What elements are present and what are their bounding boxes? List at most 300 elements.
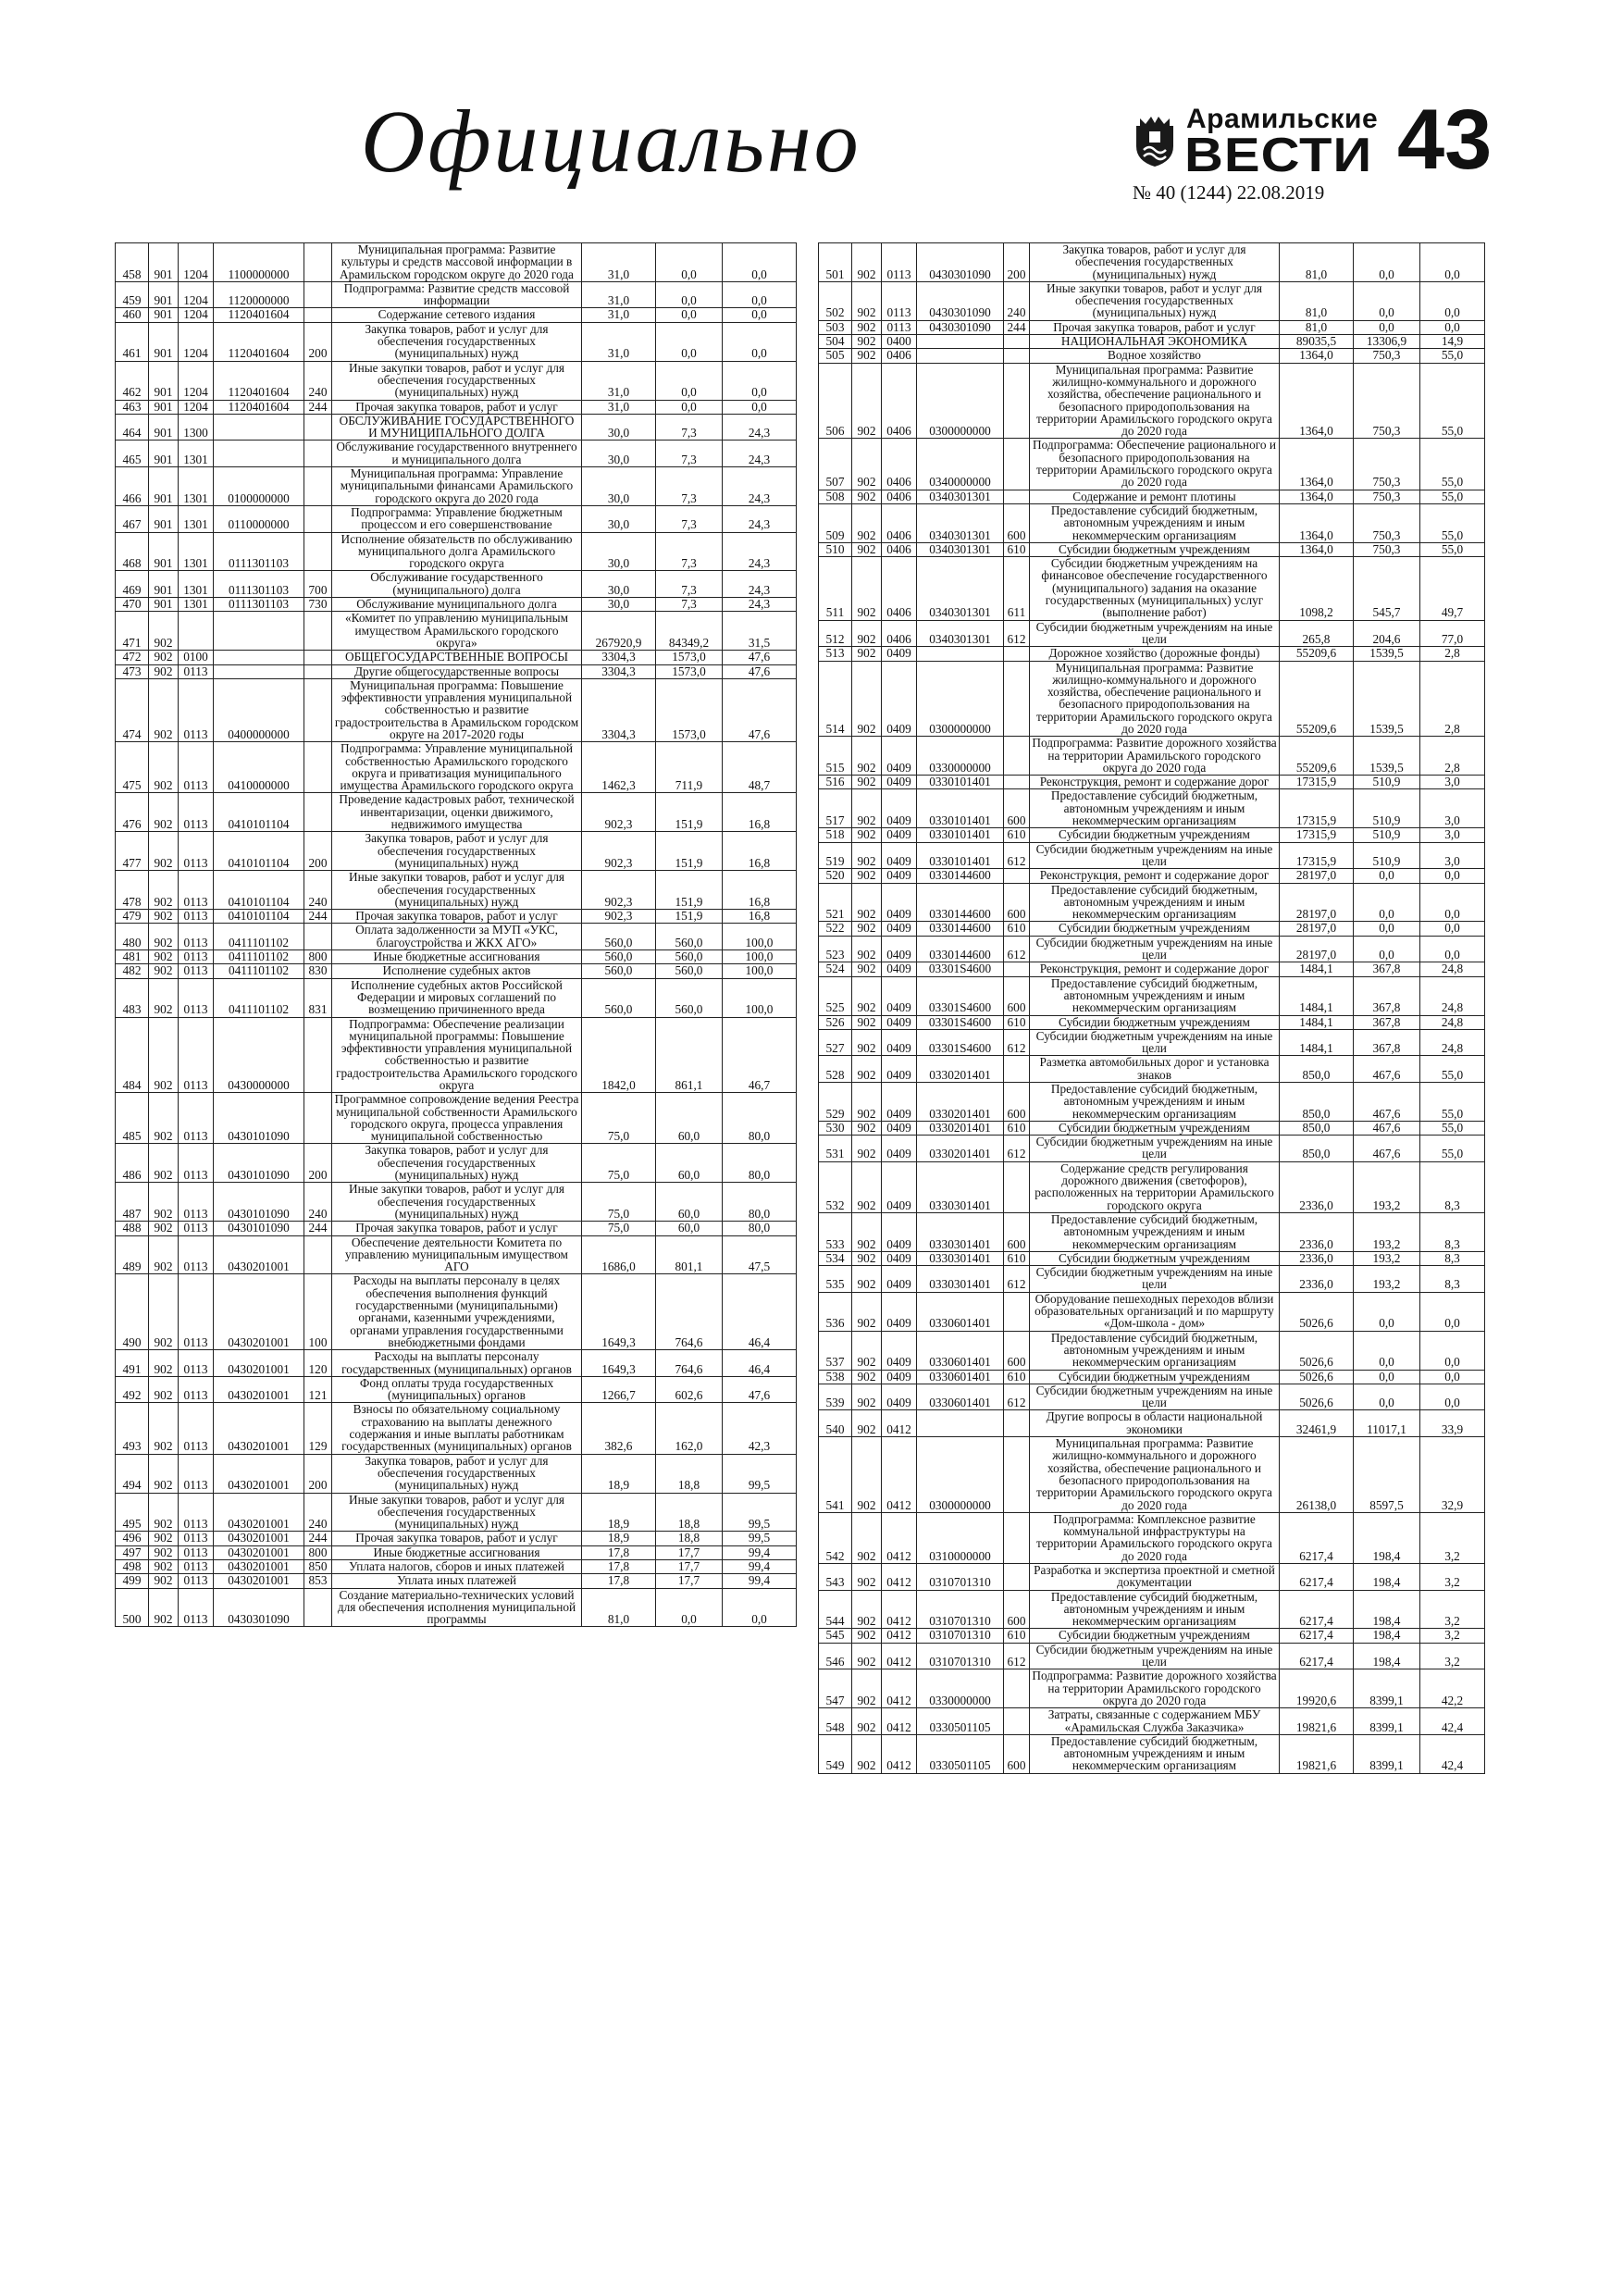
- budget-table-right: [818, 242, 1485, 1774]
- expense-type-cell: [304, 281, 332, 308]
- planned-cell: 19920,6: [1280, 1669, 1354, 1708]
- admin-code-cell: 902: [852, 1083, 882, 1122]
- executed-cell: 151,9: [656, 871, 723, 910]
- expense-type-cell: 612: [1004, 1384, 1030, 1410]
- row-number-cell: 515: [819, 737, 852, 776]
- section-code-cell: 0412: [882, 1590, 917, 1629]
- percent-cell: 55,0: [1420, 1121, 1485, 1135]
- target-code-cell: 0330601401: [917, 1331, 1004, 1370]
- target-code-cell: 0330301401: [917, 1161, 1004, 1212]
- planned-cell: 1484,1: [1280, 962, 1354, 976]
- executed-cell: 0,0: [1354, 281, 1420, 320]
- table-row: [116, 281, 797, 308]
- table-row: [819, 1136, 1485, 1162]
- target-code-cell: 0430201001: [214, 1493, 304, 1532]
- expense-type-cell: 612: [1004, 1266, 1030, 1293]
- row-number-cell: 525: [819, 976, 852, 1015]
- planned-cell: 28197,0: [1280, 922, 1354, 936]
- percent-cell: 3,0: [1420, 842, 1485, 869]
- executed-cell: 17,7: [656, 1574, 723, 1588]
- section-code-cell: 0409: [882, 1015, 917, 1029]
- executed-cell: 60,0: [656, 1222, 723, 1235]
- target-code-cell: 0330301401: [917, 1251, 1004, 1265]
- row-number-cell: 508: [819, 490, 852, 503]
- planned-cell: 18,9: [582, 1454, 656, 1493]
- section-code-cell: 0406: [882, 363, 917, 439]
- table-row: [116, 950, 797, 964]
- percent-cell: 24,3: [723, 505, 797, 532]
- row-number-cell: 484: [116, 1017, 149, 1093]
- item-name-cell: Субсидии бюджетным учреждениям на иные цели: [1030, 620, 1280, 647]
- section-code-cell: 1204: [179, 308, 214, 322]
- planned-cell: 19821,6: [1280, 1708, 1354, 1735]
- row-number-cell: 517: [819, 789, 852, 828]
- planned-cell: 6217,4: [1280, 1629, 1354, 1643]
- row-number-cell: 497: [116, 1545, 149, 1559]
- planned-cell: 6217,4: [1280, 1563, 1354, 1590]
- percent-cell: 47,5: [723, 1235, 797, 1274]
- admin-code-cell: 902: [149, 678, 179, 741]
- target-code-cell: 0430101090: [214, 1222, 304, 1235]
- expense-type-cell: [1004, 439, 1030, 490]
- item-name-cell: Обслуживание государственного (муниципального) долга: [332, 571, 582, 598]
- table-row: [116, 978, 797, 1017]
- row-number-cell: 494: [116, 1454, 149, 1493]
- item-name-cell: Подпрограмма: Управление муниципальной собственностью Арамильского городского округа и приватизация муниципального имущества Арамильского городского округа: [332, 742, 582, 793]
- executed-cell: 560,0: [656, 950, 723, 964]
- item-name-cell: Муниципальная программа: Повышение эффективности управления муниципальной собственностью и развитие градостроительства в Арамильском городском округе на 2017-2020 годы: [332, 678, 582, 741]
- section-code-cell: 0412: [882, 1669, 917, 1708]
- executed-cell: 467,6: [1354, 1136, 1420, 1162]
- table-row: [819, 1251, 1485, 1265]
- admin-code-cell: 901: [149, 414, 179, 441]
- admin-code-cell: 902: [852, 1370, 882, 1384]
- admin-code-cell: 902: [852, 1437, 882, 1513]
- row-number-cell: 545: [819, 1629, 852, 1643]
- section-code-cell: 0400: [882, 335, 917, 349]
- target-code-cell: [917, 1410, 1004, 1437]
- admin-code-cell: 902: [149, 1376, 179, 1403]
- target-code-cell: 0430201001: [214, 1545, 304, 1559]
- planned-cell: 5026,6: [1280, 1370, 1354, 1384]
- percent-cell: 24,8: [1420, 962, 1485, 976]
- expense-type-cell: 600: [1004, 1734, 1030, 1773]
- executed-cell: 0,0: [1354, 1370, 1420, 1384]
- expense-type-cell: [304, 441, 332, 467]
- admin-code-cell: 901: [149, 322, 179, 361]
- row-number-cell: 527: [819, 1029, 852, 1056]
- expense-type-cell: 610: [1004, 542, 1030, 556]
- planned-cell: 1649,3: [582, 1274, 656, 1350]
- admin-code-cell: 902: [852, 557, 882, 620]
- planned-cell: 1462,3: [582, 742, 656, 793]
- admin-code-cell: 902: [852, 1512, 882, 1563]
- planned-cell: 1686,0: [582, 1235, 656, 1274]
- row-number-cell: 524: [819, 962, 852, 976]
- admin-code-cell: 901: [149, 308, 179, 322]
- table-row: [819, 1015, 1485, 1029]
- admin-code-cell: 902: [852, 281, 882, 320]
- planned-cell: 267920,9: [582, 612, 656, 651]
- planned-cell: 6217,4: [1280, 1590, 1354, 1629]
- row-number-cell: 469: [116, 571, 149, 598]
- item-name-cell: Взносы по обязательному социальному страхованию на выплаты денежного содержания и иные выплаты работникам государственных (муниципальных) органов: [332, 1403, 582, 1454]
- admin-code-cell: 902: [852, 828, 882, 842]
- row-number-cell: 502: [819, 281, 852, 320]
- executed-cell: 7,3: [656, 441, 723, 467]
- planned-cell: 17,8: [582, 1545, 656, 1559]
- percent-cell: 48,7: [723, 742, 797, 793]
- admin-code-cell: 902: [852, 1266, 882, 1293]
- executed-cell: 0,0: [1354, 1331, 1420, 1370]
- percent-cell: 0,0: [1420, 1331, 1485, 1370]
- percent-cell: 49,7: [1420, 557, 1485, 620]
- admin-code-cell: 902: [852, 1669, 882, 1708]
- row-number-cell: 458: [116, 243, 149, 282]
- expense-type-cell: [1004, 1708, 1030, 1735]
- table-row: [819, 922, 1485, 936]
- planned-cell: 5026,6: [1280, 1331, 1354, 1370]
- item-name-cell: Разметка автомобильных дорог и установка знаков: [1030, 1056, 1280, 1083]
- target-code-cell: 0330201401: [917, 1056, 1004, 1083]
- percent-cell: 24,8: [1420, 1015, 1485, 1029]
- planned-cell: 17,8: [582, 1559, 656, 1573]
- table-row: [819, 1056, 1485, 1083]
- executed-cell: 0,0: [1354, 883, 1420, 922]
- section-code-cell: [179, 612, 214, 651]
- table-row: [819, 439, 1485, 490]
- percent-cell: 24,3: [723, 571, 797, 598]
- planned-cell: 5026,6: [1280, 1292, 1354, 1331]
- section-code-cell: 0412: [882, 1410, 917, 1437]
- planned-cell: 30,0: [582, 414, 656, 441]
- executed-cell: 151,9: [656, 910, 723, 924]
- admin-code-cell: 901: [149, 571, 179, 598]
- admin-code-cell: 902: [852, 363, 882, 439]
- planned-cell: 560,0: [582, 978, 656, 1017]
- expense-type-cell: 800: [304, 950, 332, 964]
- target-code-cell: 1120401604: [214, 308, 304, 322]
- planned-cell: 382,6: [582, 1403, 656, 1454]
- executed-cell: 193,2: [1354, 1212, 1420, 1251]
- table-row: [819, 661, 1485, 737]
- target-code-cell: 0111301103: [214, 571, 304, 598]
- section-code-cell: 0409: [882, 1121, 917, 1135]
- section-code-cell: 0409: [882, 1370, 917, 1384]
- planned-cell: 30,0: [582, 505, 656, 532]
- executed-cell: 11017,1: [1354, 1410, 1420, 1437]
- table-row: [116, 1559, 797, 1573]
- expense-type-cell: 610: [1004, 1629, 1030, 1643]
- percent-cell: 24,3: [723, 532, 797, 571]
- executed-cell: 0,0: [656, 281, 723, 308]
- planned-cell: 28197,0: [1280, 883, 1354, 922]
- expense-type-cell: [1004, 1563, 1030, 1590]
- row-number-cell: 533: [819, 1212, 852, 1251]
- target-code-cell: 03301S4600: [917, 962, 1004, 976]
- target-code-cell: 03301S4600: [917, 976, 1004, 1015]
- table-row: [116, 400, 797, 414]
- percent-cell: 80,0: [723, 1183, 797, 1222]
- target-code-cell: 0430301090: [917, 281, 1004, 320]
- item-name-cell: Закупка товаров, работ и услуг для обеспечения государственных (муниципальных) нужд: [332, 832, 582, 871]
- table-row: [819, 335, 1485, 349]
- section-code-cell: 1301: [179, 598, 214, 612]
- expense-type-cell: 600: [1004, 1083, 1030, 1122]
- admin-code-cell: 902: [852, 503, 882, 542]
- planned-cell: 32461,9: [1280, 1410, 1354, 1437]
- row-number-cell: 523: [819, 936, 852, 962]
- section-code-cell: 0406: [882, 439, 917, 490]
- table-row: [819, 1212, 1485, 1251]
- table-row: [116, 1403, 797, 1454]
- section-code-cell: 0113: [179, 964, 214, 978]
- item-name-cell: Субсидии бюджетным учреждениям: [1030, 1629, 1280, 1643]
- section-code-cell: 0409: [882, 976, 917, 1015]
- target-code-cell: 0430301090: [917, 243, 1004, 282]
- section-code-cell: 0113: [179, 1222, 214, 1235]
- row-number-cell: 521: [819, 883, 852, 922]
- target-code-cell: 0310701310: [917, 1643, 1004, 1669]
- target-code-cell: 1120401604: [214, 400, 304, 414]
- expense-type-cell: [1004, 1410, 1030, 1437]
- executed-cell: 0,0: [1354, 922, 1420, 936]
- item-name-cell: Обслуживание государственного внутреннего и муниципального долга: [332, 441, 582, 467]
- target-code-cell: 0410101104: [214, 871, 304, 910]
- expense-type-cell: 200: [304, 1454, 332, 1493]
- expense-type-cell: 600: [1004, 1590, 1030, 1629]
- table-row: [116, 322, 797, 361]
- section-code-cell: 0409: [882, 661, 917, 737]
- expense-type-cell: [1004, 647, 1030, 661]
- item-name-cell: Уплата налогов, сборов и иных платежей: [332, 1559, 582, 1573]
- expense-type-cell: [304, 1017, 332, 1093]
- table-row: [116, 441, 797, 467]
- table-row: [819, 1266, 1485, 1293]
- table-row: [116, 1222, 797, 1235]
- executed-cell: 7,3: [656, 571, 723, 598]
- executed-cell: 467,6: [1354, 1121, 1420, 1135]
- admin-code-cell: 902: [852, 1734, 882, 1773]
- expense-type-cell: 612: [1004, 1136, 1030, 1162]
- planned-cell: 1649,3: [582, 1350, 656, 1377]
- planned-cell: 55209,6: [1280, 737, 1354, 776]
- item-name-cell: Исполнение судебных актов Российской Федерации и мировых соглашений по возмещению причиненного вреда: [332, 978, 582, 1017]
- target-code-cell: [214, 651, 304, 664]
- target-code-cell: [214, 414, 304, 441]
- expense-type-cell: [1004, 1056, 1030, 1083]
- target-code-cell: 0310000000: [917, 1512, 1004, 1563]
- executed-cell: 151,9: [656, 832, 723, 871]
- target-code-cell: [214, 664, 304, 678]
- executed-cell: 0,0: [1354, 320, 1420, 334]
- target-code-cell: 0430201001: [214, 1454, 304, 1493]
- executed-cell: 0,0: [1354, 243, 1420, 282]
- target-code-cell: 0410101104: [214, 832, 304, 871]
- target-code-cell: 0330501105: [917, 1734, 1004, 1773]
- row-number-cell: 473: [116, 664, 149, 678]
- row-number-cell: 544: [819, 1590, 852, 1629]
- percent-cell: 46,7: [723, 1017, 797, 1093]
- expense-type-cell: 600: [1004, 503, 1030, 542]
- target-code-cell: 1120000000: [214, 281, 304, 308]
- item-name-cell: Иные бюджетные ассигнования: [332, 950, 582, 964]
- target-code-cell: 0430201001: [214, 1376, 304, 1403]
- executed-cell: 861,1: [656, 1017, 723, 1093]
- target-code-cell: 0430301090: [214, 1588, 304, 1627]
- expense-type-cell: 612: [1004, 842, 1030, 869]
- executed-cell: 602,6: [656, 1376, 723, 1403]
- executed-cell: 750,3: [1354, 439, 1420, 490]
- expense-type-cell: 612: [1004, 1029, 1030, 1056]
- percent-cell: 0,0: [1420, 1384, 1485, 1410]
- percent-cell: 3,2: [1420, 1590, 1485, 1629]
- row-number-cell: 504: [819, 335, 852, 349]
- section-code-cell: 0409: [882, 869, 917, 883]
- admin-code-cell: 902: [852, 1136, 882, 1162]
- expense-type-cell: 612: [1004, 1643, 1030, 1669]
- section-code-cell: 0406: [882, 557, 917, 620]
- target-code-cell: 0411101102: [214, 924, 304, 950]
- row-number-cell: 541: [819, 1437, 852, 1513]
- table-row: [819, 557, 1485, 620]
- executed-cell: 750,3: [1354, 349, 1420, 363]
- item-name-cell: Субсидии бюджетным учреждениям на иные цели: [1030, 1136, 1280, 1162]
- percent-cell: 32,9: [1420, 1437, 1485, 1513]
- executed-cell: 711,9: [656, 742, 723, 793]
- section-code-cell: 0113: [179, 1274, 214, 1350]
- admin-code-cell: 902: [852, 620, 882, 647]
- admin-code-cell: 901: [149, 400, 179, 414]
- executed-cell: 0,0: [656, 308, 723, 322]
- admin-code-cell: 902: [149, 1532, 179, 1545]
- target-code-cell: 1120401604: [214, 322, 304, 361]
- percent-cell: 47,6: [723, 651, 797, 664]
- row-number-cell: 514: [819, 661, 852, 737]
- percent-cell: 55,0: [1420, 542, 1485, 556]
- percent-cell: 3,2: [1420, 1643, 1485, 1669]
- planned-cell: 17315,9: [1280, 776, 1354, 789]
- section-code-cell: 0409: [882, 1083, 917, 1122]
- percent-cell: 16,8: [723, 910, 797, 924]
- percent-cell: 3,0: [1420, 828, 1485, 842]
- row-number-cell: 490: [116, 1274, 149, 1350]
- expense-type-cell: 700: [304, 571, 332, 598]
- executed-cell: 560,0: [656, 924, 723, 950]
- executed-cell: 0,0: [1354, 869, 1420, 883]
- section-code-cell: 0412: [882, 1643, 917, 1669]
- section-title: Официально: [361, 92, 861, 191]
- percent-cell: 47,6: [723, 1376, 797, 1403]
- target-code-cell: 0340301301: [917, 542, 1004, 556]
- item-name-cell: Субсидии бюджетным учреждениям: [1030, 1370, 1280, 1384]
- admin-code-cell: 902: [852, 922, 882, 936]
- item-name-cell: Иные бюджетные ассигнования: [332, 1545, 582, 1559]
- item-name-cell: Субсидии бюджетным учреждениям: [1030, 922, 1280, 936]
- percent-cell: 14,9: [1420, 335, 1485, 349]
- table-row: [819, 883, 1485, 922]
- expense-type-cell: 612: [1004, 936, 1030, 962]
- section-code-cell: 0409: [882, 1292, 917, 1331]
- admin-code-cell: 902: [852, 1331, 882, 1370]
- expense-type-cell: [304, 664, 332, 678]
- target-code-cell: 1120401604: [214, 361, 304, 400]
- item-name-cell: Подпрограмма: Развитие дорожного хозяйства на территории Арамильского городского округа до 2020 года: [1030, 737, 1280, 776]
- expense-type-cell: 200: [304, 832, 332, 871]
- expense-type-cell: 830: [304, 964, 332, 978]
- admin-code-cell: 902: [852, 243, 882, 282]
- budget-table-left: [115, 242, 797, 1627]
- section-code-cell: 0409: [882, 647, 917, 661]
- target-code-cell: 0430201001: [214, 1559, 304, 1573]
- executed-cell: 545,7: [1354, 557, 1420, 620]
- percent-cell: 0,0: [1420, 281, 1485, 320]
- expense-type-cell: [304, 532, 332, 571]
- row-number-cell: 474: [116, 678, 149, 741]
- executed-cell: 84349,2: [656, 612, 723, 651]
- item-name-cell: Прочая закупка товаров, работ и услуг: [332, 1532, 582, 1545]
- table-row: [819, 1410, 1485, 1437]
- target-code-cell: 0310701310: [917, 1590, 1004, 1629]
- newspaper-name-main: ВЕСТИ: [1184, 128, 1373, 182]
- percent-cell: 3,0: [1420, 776, 1485, 789]
- table-row: [819, 737, 1485, 776]
- admin-code-cell: 902: [149, 1144, 179, 1183]
- planned-cell: 850,0: [1280, 1056, 1354, 1083]
- admin-code-cell: 902: [852, 1251, 882, 1265]
- table-row: [819, 1708, 1485, 1735]
- admin-code-cell: 902: [852, 1590, 882, 1629]
- executed-cell: 0,0: [1354, 1384, 1420, 1410]
- percent-cell: 24,3: [723, 414, 797, 441]
- expense-type-cell: 610: [1004, 922, 1030, 936]
- item-name-cell: Субсидии бюджетным учреждениям: [1030, 1121, 1280, 1135]
- target-code-cell: [917, 349, 1004, 363]
- item-name-cell: ОБЩЕГОСУДАРСТВЕННЫЕ ВОПРОСЫ: [332, 651, 582, 664]
- planned-cell: 560,0: [582, 924, 656, 950]
- table-row: [819, 936, 1485, 962]
- expense-type-cell: 240: [304, 1183, 332, 1222]
- percent-cell: 2,8: [1420, 661, 1485, 737]
- table-row: [116, 612, 797, 651]
- admin-code-cell: 902: [852, 1629, 882, 1643]
- admin-code-cell: 902: [852, 962, 882, 976]
- table-row: [819, 620, 1485, 647]
- row-number-cell: 476: [116, 793, 149, 832]
- item-name-cell: Субсидии бюджетным учреждениям на иные цели: [1030, 936, 1280, 962]
- item-name-cell: Подпрограмма: Развитие дорожного хозяйства на территории Арамильского городского округа до 2020 года: [1030, 1669, 1280, 1708]
- planned-cell: 902,3: [582, 832, 656, 871]
- percent-cell: 42,2: [1420, 1669, 1485, 1708]
- percent-cell: 0,0: [1420, 922, 1485, 936]
- target-code-cell: 0400000000: [214, 678, 304, 741]
- section-code-cell: 0409: [882, 1161, 917, 1212]
- percent-cell: 24,3: [723, 598, 797, 612]
- table-row: [819, 842, 1485, 869]
- expense-type-cell: [1004, 1512, 1030, 1563]
- item-name-cell: Создание материально-технических условий для обеспечения исполнения муниципальной программы: [332, 1588, 582, 1627]
- row-number-cell: 465: [116, 441, 149, 467]
- percent-cell: 8,3: [1420, 1161, 1485, 1212]
- executed-cell: 193,2: [1354, 1266, 1420, 1293]
- row-number-cell: 510: [819, 542, 852, 556]
- row-number-cell: 485: [116, 1093, 149, 1144]
- table-row: [116, 1454, 797, 1493]
- section-code-cell: 0113: [179, 1183, 214, 1222]
- section-code-cell: 1204: [179, 361, 214, 400]
- target-code-cell: 0340301301: [917, 503, 1004, 542]
- executed-cell: 0,0: [656, 361, 723, 400]
